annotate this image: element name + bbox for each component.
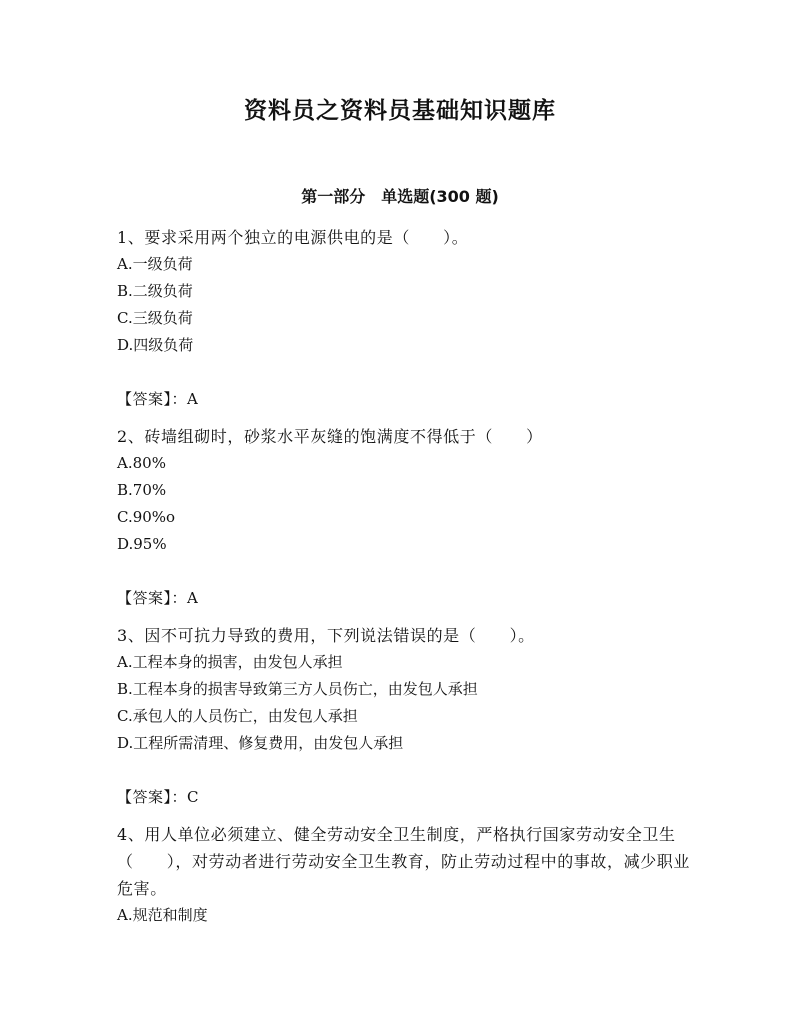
question-stem: 1、要求采用两个独立的电源供电的是（ ）。 — [117, 228, 469, 247]
answer-label: 【答案】： — [117, 788, 188, 806]
option-a: A.工程本身的损害，由发包人承担 — [117, 653, 343, 671]
option-a: A.80% — [117, 454, 166, 472]
option-b: B.70% — [117, 481, 167, 499]
option-d: D.四级负荷 — [117, 336, 194, 354]
option-list — [117, 450, 697, 558]
option-list — [117, 902, 697, 929]
question-list — [117, 224, 697, 929]
option-b: B.工程本身的损害导致第三方人员伤亡，由发包人承担 — [117, 680, 478, 698]
answer-line — [117, 784, 697, 811]
question-1 — [117, 224, 697, 413]
option-a: A.规范和制度 — [117, 906, 208, 924]
option-d: D.工程所需清理、修复费用，由发包人承担 — [117, 734, 404, 752]
answer-line — [117, 386, 697, 413]
question-stem: 3、因不可抗力导致的费用，下列说法错误的是（ ）。 — [117, 626, 535, 645]
answer-label: 【答案】： — [117, 390, 188, 408]
answer-value: C — [187, 788, 199, 806]
answer-value: A — [187, 390, 198, 408]
answer-label: 【答案】： — [117, 589, 188, 607]
option-c: C.三级负荷 — [117, 309, 193, 327]
question-stem: 4、用人单位必须建立、健全劳动安全卫生制度，严格执行国家劳动安全卫生（ ），对劳动者进行劳动安全卫生教育，防止劳动过程中的事故，减少职业危害。 — [117, 825, 691, 898]
section-heading: 第一部分 单选题(300 题) — [301, 187, 499, 206]
question-stem: 2、砖墙组砌时，砂浆水平灰缝的饱满度不得低于（ ） — [117, 427, 543, 446]
option-c: C.承包人的人员伤亡，由发包人承担 — [117, 707, 358, 725]
option-a: A.一级负荷 — [117, 255, 193, 273]
document-title: 资料员之资料员基础知识题库 — [244, 98, 556, 124]
option-list — [117, 649, 697, 757]
option-c: C.90%o — [117, 508, 176, 526]
answer-value: A — [187, 589, 198, 607]
answer-line — [117, 585, 697, 612]
option-b: B.二级负荷 — [117, 282, 193, 300]
question-2 — [117, 423, 697, 612]
option-list — [117, 251, 697, 359]
question-4 — [117, 821, 697, 929]
question-3 — [117, 622, 697, 811]
option-d: D.95% — [117, 535, 167, 553]
